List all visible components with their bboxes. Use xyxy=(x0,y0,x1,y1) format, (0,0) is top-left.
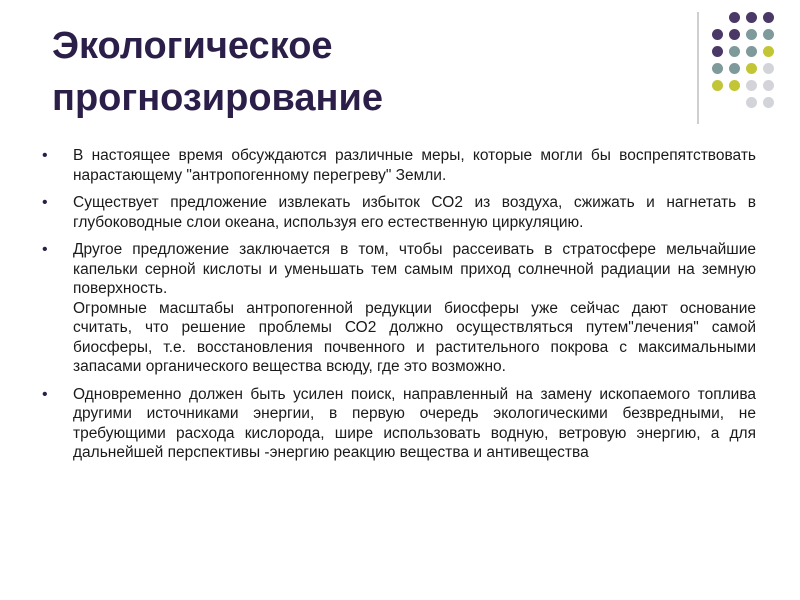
bullet-text: Существует предложение извлекать избыток СО2 из воздуха, сжижать и нагнетать в глубоководные слои океана, используя его естественную циркуляцию. xyxy=(73,194,756,231)
bullet-item xyxy=(40,146,756,185)
decorative-dot xyxy=(729,80,740,91)
bullet-text-continuation: Огромные масштабы антропогенной редукции биосферы уже сейчас дают основание считать, что решение проблемы СО2 должно осуществляться путем"лечения" самой биосферы, т.е. восстановления почвенного и растительного покрова с максимальными запасами органического вещества всюду, где это возможно. xyxy=(73,299,756,375)
bullet-item xyxy=(40,193,756,232)
bullet-list xyxy=(40,146,756,471)
slide-title xyxy=(52,20,672,124)
decorative-dot xyxy=(729,63,740,74)
decorative-dot xyxy=(712,63,723,74)
bullet-text: Одновременно должен быть усилен поиск, направленный на замену ископаемого топлива другими источниками энергии, в первую очередь экологическими безвредными, не требующими расхода кислорода, шире использовать водную, ветровую энергию, а для дальнейшей перспективы -энергию реакцию вещества и антивещества xyxy=(73,385,756,461)
decorative-dot xyxy=(746,97,757,108)
decorative-divider-line xyxy=(697,12,699,124)
decorative-dot xyxy=(746,12,757,23)
bullet-point-icon: • xyxy=(42,194,48,211)
bullet-item xyxy=(40,240,756,377)
slide-title-line-2: прогнозирование xyxy=(52,77,383,119)
decorative-dot xyxy=(763,46,774,57)
decorative-dot xyxy=(763,12,774,23)
decorative-dot xyxy=(729,12,740,23)
bullet-point-icon: • xyxy=(42,241,48,258)
bullet-point-icon: • xyxy=(42,385,48,403)
decorative-dot-grid xyxy=(712,12,792,132)
decorative-dot xyxy=(712,29,723,40)
decorative-dot xyxy=(712,46,723,57)
decorative-dot xyxy=(763,29,774,40)
decorative-dot xyxy=(729,29,740,40)
decorative-dot xyxy=(763,97,774,108)
bullet-point-icon: • xyxy=(42,147,48,164)
bullet-text: В настоящее время обсуждаются различные меры, которые могли бы воспрепятствовать нарастающему "антропогенному перегреву" Земли. xyxy=(73,147,756,184)
decorative-dot xyxy=(712,80,723,91)
bullet-item xyxy=(40,385,756,463)
slide-title-line-1: Экологическое xyxy=(52,25,333,67)
decorative-dot xyxy=(746,63,757,74)
decorative-dot xyxy=(746,46,757,57)
decorative-dot xyxy=(746,29,757,40)
bullet-text: Другое предложение заключается в том, чтобы рассеивать в стратосфере мельчайшие капельки серной кислоты и уменьшать тем самым приход солнечной радиации на земную поверхность. xyxy=(73,241,756,297)
decorative-dot xyxy=(729,46,740,57)
decorative-dot xyxy=(763,80,774,91)
decorative-dot xyxy=(746,80,757,91)
decorative-dot xyxy=(763,63,774,74)
